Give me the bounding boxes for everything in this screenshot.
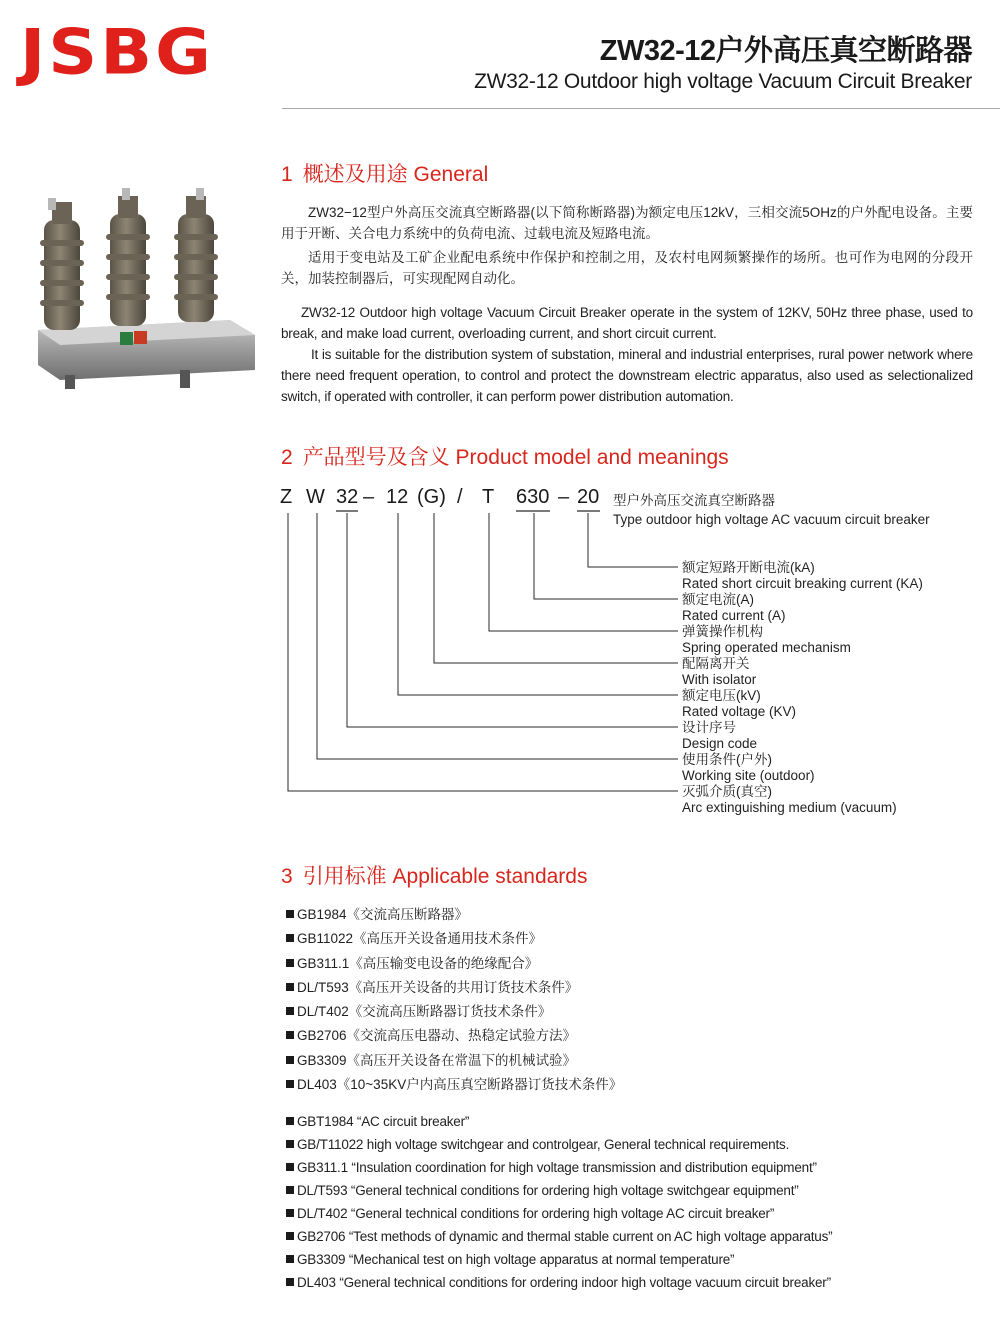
list-item: GB311.1 “Insulation coordination for high voltage transmission and distribution equipment”: [286, 1156, 832, 1179]
list-item: DL/T402 “General technical conditions for ordering high voltage AC circuit breaker”: [286, 1202, 832, 1225]
type-description-cn: 型户外高压交流真空断路器: [613, 493, 775, 508]
bullet-square-icon: [286, 1255, 294, 1263]
list-item: DL/T593《高压开关设备的共用订货技术条件》: [286, 976, 622, 1000]
paragraph: It is suitable for the distribution system of substation, mineral and industrial enterprises, rural power network where there need frequent operation, to control and protect the downstream electric apparatus, also used as selectionalized switch, if operated with controller, it can perform power distribution automation.: [281, 347, 973, 404]
paragraph: ZW32-12 Outdoor high voltage Vacuum Circuit Breaker operate in the system of 12KV, 50Hz three phase, used to break, and make load current, overloading current, and short circuit current.: [281, 305, 973, 341]
bullet-square-icon: [286, 983, 294, 991]
code-dash: –: [558, 486, 570, 508]
list-item: GB3309 “Mechanical test on high voltage apparatus at normal temperature”: [286, 1248, 832, 1271]
legend-item: 额定电流(A) Rated current (A): [682, 592, 786, 623]
code-slash: /: [457, 486, 463, 508]
general-description-en: [281, 302, 973, 407]
bullet-square-icon: [286, 1209, 294, 1217]
section-heading-model: [281, 441, 729, 471]
legend-item: 设计序号 Design code: [682, 720, 758, 751]
code-part-12: 12: [386, 486, 409, 508]
code-part-630: 630: [516, 486, 550, 508]
section-number: 2: [281, 446, 293, 469]
legend-item: 额定电压(kV) Rated voltage (KV): [682, 688, 797, 719]
legend-item: 灭弧介质(真空) Arc extinguishing medium (vacuum): [682, 784, 897, 815]
product-photo: [30, 180, 265, 395]
list-item: GB/T11022 high voltage switchgear and controlgear, General technical requirements.: [286, 1133, 832, 1156]
paragraph: ZW32−12型户外高压交流真空断路器(以下简称断路器)为额定电压12kV，三相交流5OHz的户外配电设备。主要用于开断、关合电力系统中的负荷电流、过载电流及短路电流。: [281, 205, 973, 241]
bullet-square-icon: [286, 959, 294, 967]
bullet-square-icon: [286, 910, 294, 918]
bullet-square-icon: [286, 1163, 294, 1171]
code-part-w: W: [306, 486, 325, 508]
standards-list-cn: [286, 903, 622, 1097]
section-title: 产品型号及含义 Product model and meanings: [302, 446, 729, 469]
section-title: 引用标准 Applicable standards: [302, 865, 588, 888]
standards-list-en: [286, 1110, 832, 1294]
bullet-square-icon: [286, 1117, 294, 1125]
legend-item: 使用条件(户外) Working site (outdoor): [682, 752, 815, 783]
bullet-square-icon: [286, 1140, 294, 1148]
code-dash: –: [363, 486, 375, 508]
general-description-cn: [281, 202, 973, 292]
list-item: GBT1984 “AC circuit breaker”: [286, 1110, 832, 1133]
list-item: DL403《10~35KV户内高压真空断路器订货技术条件》: [286, 1073, 622, 1097]
legend-item: 额定短路开断电流(kA) Rated short circuit breaking current (KA): [682, 560, 923, 591]
bullet-square-icon: [286, 1007, 294, 1015]
legend-item: 弹簧操作机构 Spring operated mechanism: [682, 624, 851, 655]
bullet-square-icon: [286, 1278, 294, 1286]
code-part-32: 32: [336, 486, 359, 508]
list-item: GB311.1《高压输变电设备的绝缘配合》: [286, 952, 622, 976]
bullet-square-icon: [286, 1080, 294, 1088]
section-number: 1: [281, 163, 293, 186]
list-item: DL403 “General technical conditions for ordering indoor high voltage vacuum circuit breaker”: [286, 1271, 832, 1294]
bullet-square-icon: [286, 1056, 294, 1064]
code-part-g: (G): [417, 486, 446, 508]
bullet-square-icon: [286, 934, 294, 942]
page-title-en: ZW32-12 Outdoor high voltage Vacuum Circuit Breaker: [474, 70, 972, 93]
code-part-t: T: [482, 486, 495, 508]
section-heading-standards: [281, 860, 587, 890]
brand-logo: JSBG: [20, 16, 214, 90]
list-item: DL/T402《交流高压断路器订货技术条件》: [286, 1000, 622, 1024]
list-item: GB2706 “Test methods of dynamic and thermal stable current on AC high voltage apparatus”: [286, 1225, 832, 1248]
list-item: GB1984《交流高压断路器》: [286, 903, 622, 927]
legend-item: 配隔离开关 With isolator: [682, 656, 757, 687]
bullet-square-icon: [286, 1031, 294, 1039]
section-heading-general: [281, 158, 488, 188]
code-part-z: Z: [280, 486, 293, 508]
list-item: GB11022《高压开关设备通用技术条件》: [286, 927, 622, 951]
page-title-cn: ZW32-12户外高压真空断路器: [599, 35, 972, 67]
header-divider: [282, 108, 1000, 109]
bullet-square-icon: [286, 1232, 294, 1240]
section-number: 3: [281, 865, 293, 888]
code-part-20: 20: [577, 486, 600, 508]
list-item: GB2706《交流高压电器动、热稳定试验方法》: [286, 1024, 622, 1048]
paragraph: 适用于变电站及工矿企业配电系统中作保护和控制之用，及农村电网频繁操作的场所。也可作为电网的分段开关，加装控制器后，可实现配网自动化。: [281, 250, 973, 286]
section-title: 概述及用途 General: [302, 163, 489, 186]
type-description-en: Type outdoor high voltage AC vacuum circuit breaker: [613, 512, 930, 527]
list-item: DL/T593 “General technical conditions for ordering high voltage switchgear equipment”: [286, 1179, 832, 1202]
list-item: GB3309《高压开关设备在常温下的机械试验》: [286, 1049, 622, 1073]
bullet-square-icon: [286, 1186, 294, 1194]
